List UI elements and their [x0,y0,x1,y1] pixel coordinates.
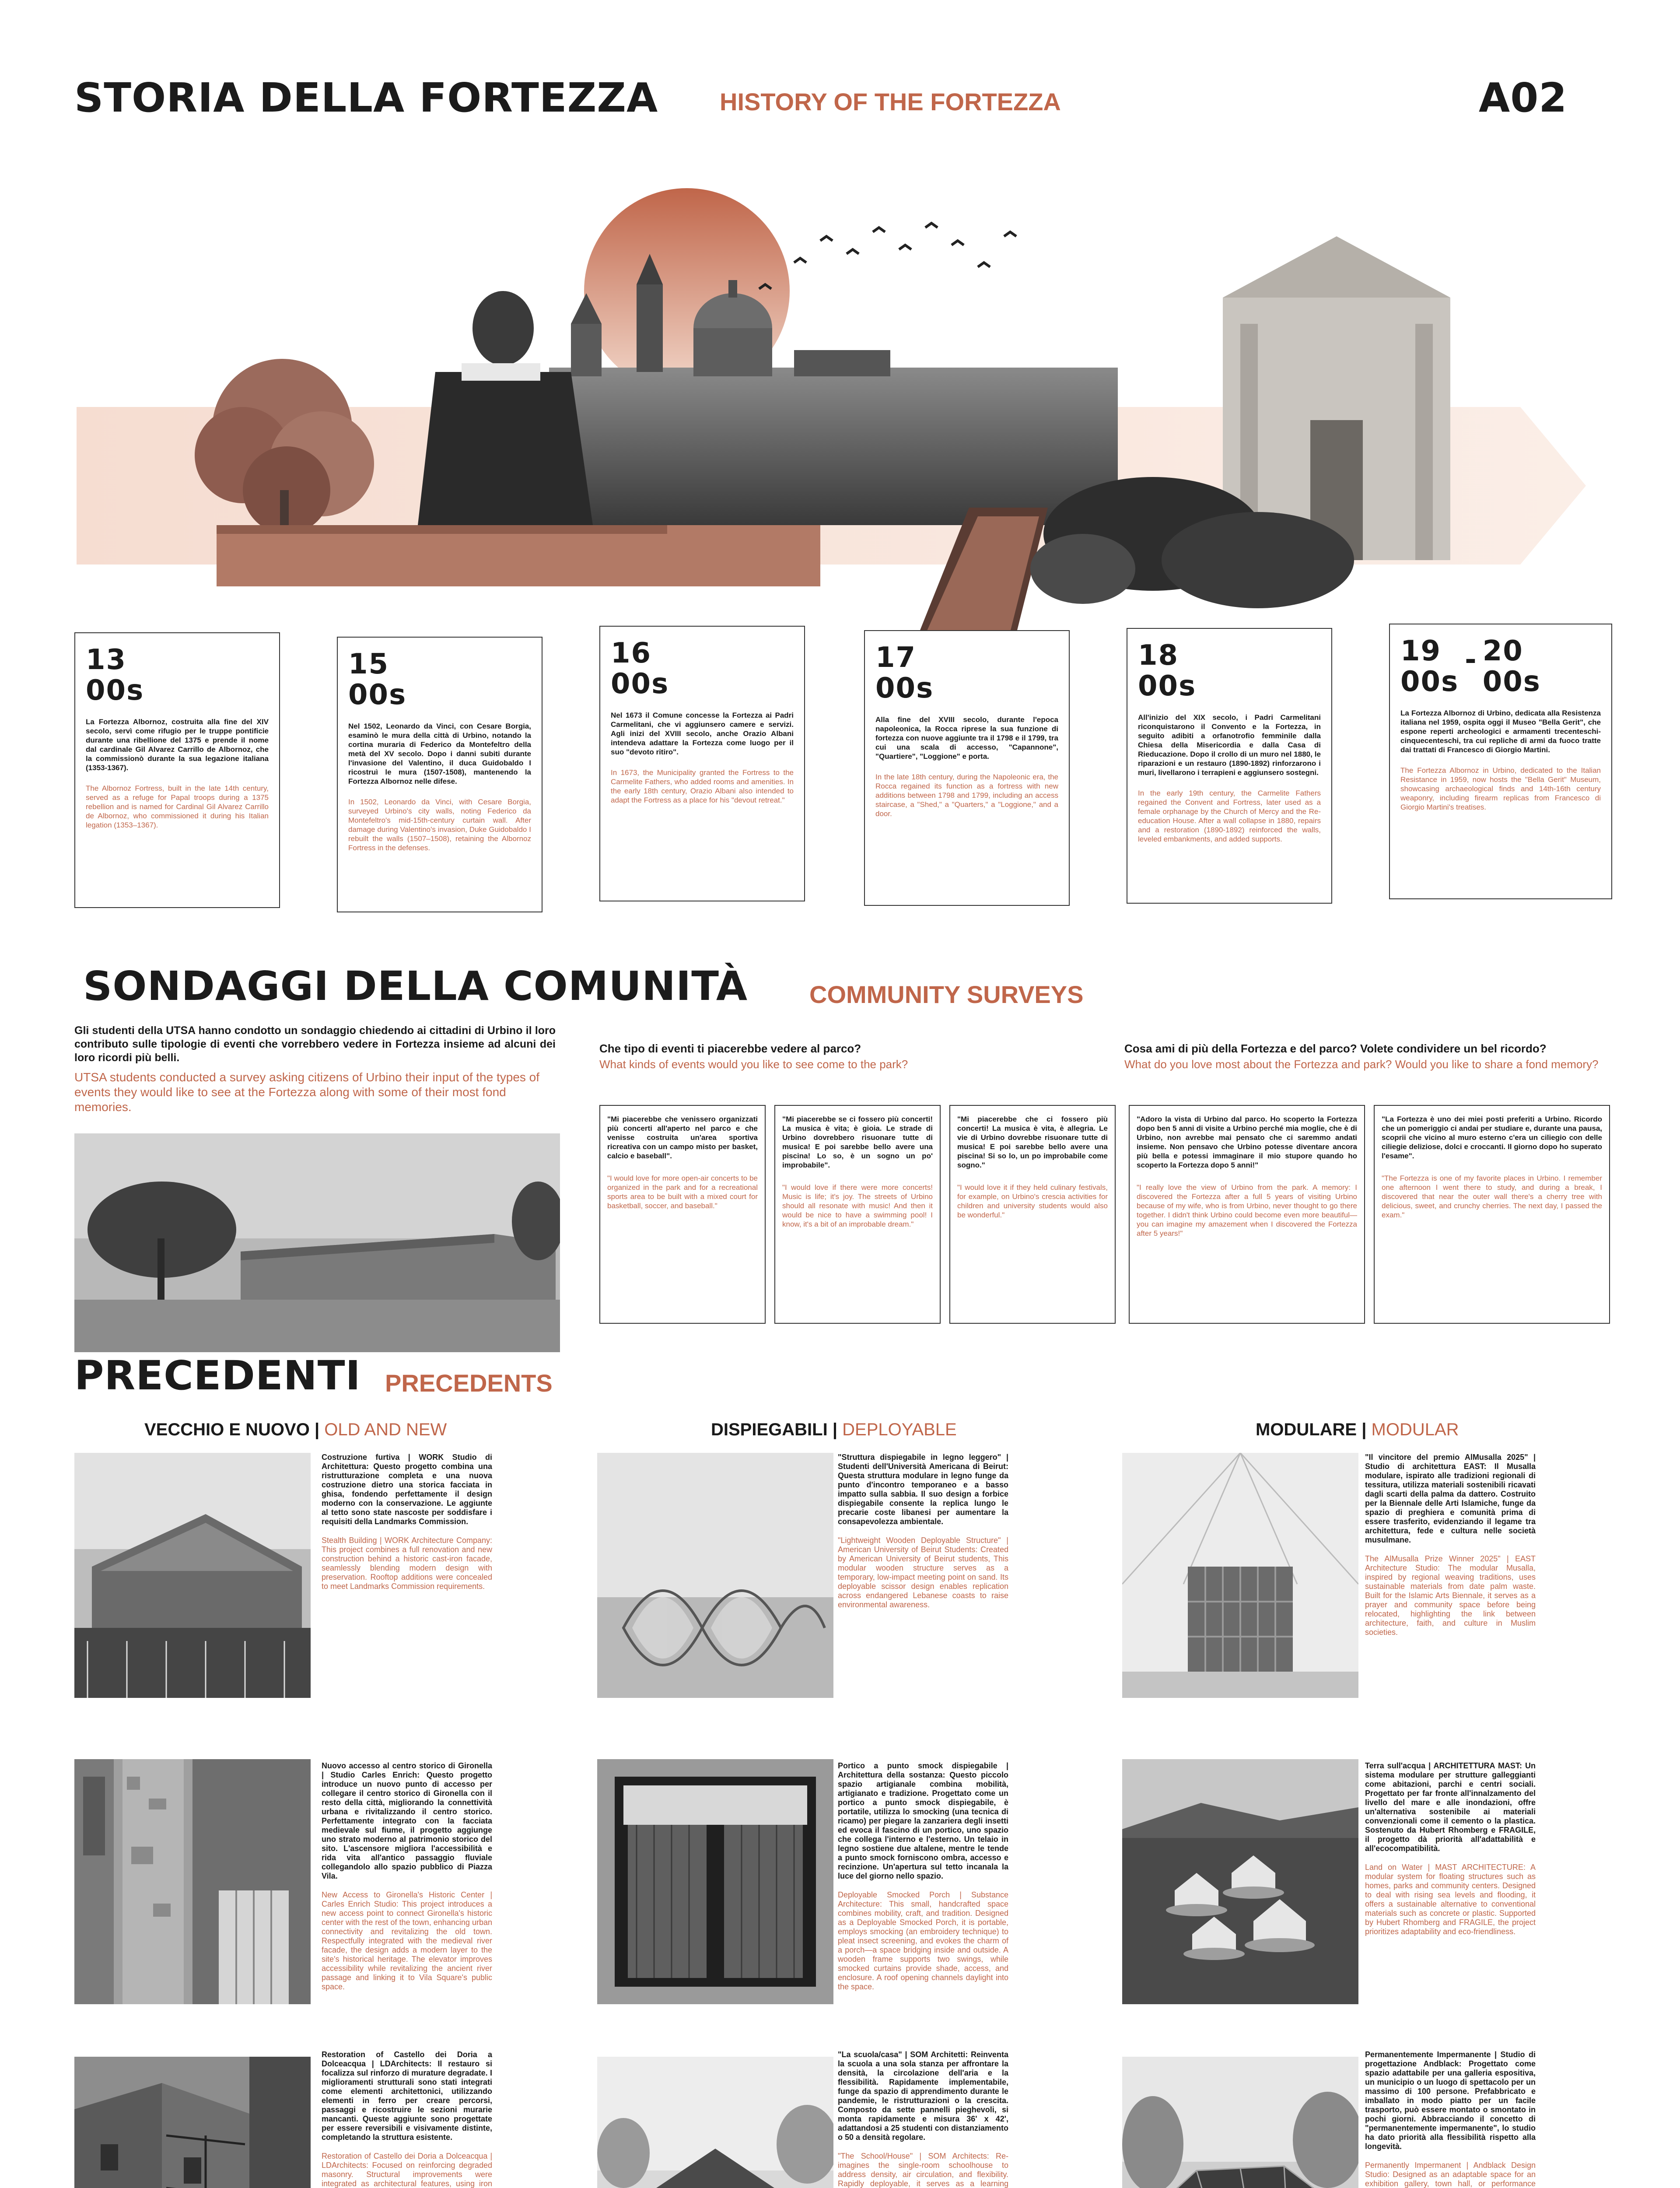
timeline-text-en: In 1502, Leonardo da Vinci, with Cesare Borgia, surveyed Urbino's city walls, noting Federico da Montefeltro's mid-15th-century curtain wall. After damage during Valentino's invasion, Duke Guidobaldo I rebuilt the walls (1507–1508), retaining the Albornoz Fortress in the defenses. [348,798,531,852]
precedent-image-deployable-structure [597,1453,833,1698]
precedent-text-en: Stealth Building | WORK Architecture Company: This project combines a full renovation and new construction behind a historic cast-iron facade, seamlessly blending modern design with preservation. Rooftop additions were concealed to meet Landmarks Commission requirements. [322,1536,492,1591]
precedent-school-house [838,2050,1008,2188]
category-deployable: DISPIEGABILI | DEPLOYABLE [711,1420,957,1439]
timeline-card-1900s-2000s [1389,624,1612,899]
timeline-text-en: The Fortezza Albornoz in Urbino, dedicated to the Italian Resistance in 1959, now hosts the "Bella Gerit" Museum, showcasing archaeological finds and 14th-16th century weaponry, including firearm replicas from Francesco di Giorgio Martini's treatises. [1400,766,1601,811]
question-memories-it: Cosa ami di più della Fortezza e del parco? Volete condividere un bel ricordo? [1124,1042,1547,1055]
precedent-text-en: "Lightweight Wooden Deployable Structure" | American University of Beirut Students: Created by American University of Beirut students, This modular wooden structure serves as a temporary, low-impact meeting point on sand. Its deployable scissor design enables replication across endangered Lebanese coasts to raise environmental awareness. [838,1536,1008,1609]
timeline-text-it: Alla fine del XVIII secolo, durante l'epoca napoleonica, la Rocca riprese la sua funzione di fortezza con nuove aggiunte tra il 1798 e il 1799, tra cui una scala di accesso, "Capannone", "Quartiere", "Loggione" e porta. [875,715,1058,761]
precedent-text-it: Portico a punto smock dispiegabile | Architettura della sostanza: Questo piccolo spazio artigianale combina mobilità, artigianato e tradizione. Progettato come un portico a punto smock dispiegabile, è portatile, utilizza lo smocking (una tecnica di ricamo) per piegare la zanzariera degli insetti ed evoca il fascino di un portico, uno spazio che collega l'interno e l'esterno. Un telaio in legno sostiene due altalene, mentre le tende a punto smock forniscono ombra, accesso e recinzione. Un'apertura sul tetto incanala la luce del giorno nello spazio. [838,1761,1008,1880]
survey-answer-3 [949,1105,1116,1324]
precedent-text-it: Costruzione furtiva | WORK Studio di Architettura: Questo progetto combina una ristrutturazione completa e una nuova costruzione dietro una storica facciata in ghisa, fondendo perfettamente il design moderno con la conservazione. Le aggiunte al tetto sono state nascoste per soddisfare i requisiti della Landmarks Commission. [322,1453,492,1526]
timeline-year: 17 00s [875,642,934,705]
precedent-land-on-water [1365,1761,1536,1936]
birds-illustration [759,223,1016,289]
category-label-en: DEPLOYABLE [842,1420,957,1439]
sheet-code: A02 [1479,74,1568,121]
precedent-text-en: "The School/House" | SOM Architects: Re-imagines the single-room schoolhouse to address density, air circulation, and flexibility. Rapidly deployable, it serves as a learning [838,2152,1008,2188]
timeline-card-1300s [74,632,280,908]
answer-en: "I would love for more open-air concerts to be organized in the park and for a recreational sports area to be built with a mixed court for basketball, soccer, and baseball." [607,1174,758,1210]
fortress-photo [74,1133,560,1352]
precedent-text-it: Nuovo accesso al centro storico di Gironella | Studio Carles Enrich: Questo progetto introduce un nuovo punto di accesso per collegare il centro storico di Gironella con il resto della città, migliorando la connettività urbana e rivitalizzando il centro storico. Perfettamente integrato con la facciata medievale sul fiume, il progetto aggiunge uno strato moderno al patrimonio storico del sito. L'ascensore migliora l'accessibilità e rida vita all'antico passaggio fluviale collegandolo allo spazio pubblico di Piazza Vila. [322,1761,492,1880]
surveys-intro-en: UTSA students conducted a survey asking citizens of Urbino their input of the types of events they would like to see at the Fortezza along with some of their most fond memories. [74,1070,540,1114]
timeline-text-it: Nel 1502, Leonardo da Vinci, con Cesare Borgia, esaminò le mura della città di Urbino, notando la cortina muraria di Federico da Montefeltro della metà del XV secolo. Dopo i danni subiti durante l'invasione del Valentino, il duca Guidobaldo I ricostruì le mura (1507-1508), mantenendo la Fortezza Albornoz nelle difese. [348,722,531,785]
precedent-text-en: New Access to Gironella's Historic Center | Carles Enrich Studio: This project introduces a new access point to connect Gironella's historic center with the rest of the town, enhancing urban connectivity and revitalizing the old town. Respectfully integrated with the medieval river facade, the design adds a modern layer to the site's historical heritage. The elevator improves accessibility while revitalizing the ancient river passage and linking it to Vila Square's public space. [322,1890,492,1991]
church-facade [1223,236,1450,560]
precedent-text-en: The AlMusalla Prize Winner 2025" | EAST Architecture Studio: The modular Musalla, inspired by regional weaving traditions, uses sustainable materials from date palm waste. Built for the Islamic Arts Biennale, it serves as a prayer and community space before being relocated, highlighting the link between architecture, faith, and culture in Muslim societies. [1365,1554,1536,1637]
surveys-title: SONDAGGI DELLA COMUNITÀ [83,963,748,1010]
precedents-title: PRECEDENTI [74,1352,361,1399]
timeline-card-1500s [337,637,542,912]
precedent-text-it: Permanentemente Impermanente | Studio di progettazione Andblack: Progettato come spazio adattabile per una galleria espositiva, un municipio o un luogo di spettacolo per un massimo di 100 persone. Prefabbricato e imballato in modo piatto per un facile trasporto, può essere montato o smontato in pochi giorni. Abbracciando il concetto di "permanentemente impermanente", lo studio ha dato priorità alla flessibilità rispetto alla longevità. [1365,2050,1536,2151]
answer-it: "Adoro la vista di Urbino dal parco. Ho scoperto la Fortezza dopo ben 5 anni di visite a Urbino perché mia moglie, che è di Urbino, non avrebbe mai pensato che ci saremmo andati insieme. Non pensavo che Urbino potesse diventare ancora più bella e potessi immaginare il mio stupore quando ho scoperto la Fortezza dopo 5 anni!" [1137,1115,1357,1169]
timeline-card-1800s [1127,628,1332,904]
timeline-card-1600s [599,626,805,901]
timeline-year: 15 00s [348,648,407,711]
precedent-stealth-building [322,1453,492,1591]
answer-en: "I really love the view of Urbino from the park. A memory: I discovered the Fortezza after a full 5 years of visiting Urbino because of my wife, who is from Urbino, never thought to go there together. I didn't think Urbino could become even more beautiful—you can imagine my amazement when I discovered the Fortezza after 5 years!" [1137,1183,1357,1238]
precedent-image-school-house [597,2057,833,2188]
timeline-year: 13 00s [86,644,144,707]
survey-answer-5 [1374,1105,1610,1324]
precedent-text-it: "Il vincitore del premio AlMusalla 2025" | Studio di architettura EAST: Il Musalla modulare, ispirato alle tradizioni regionali di tessitura, utilizza materiali sostenibili ricavati dagli scarti della palma da dattero. Costruito per la Biennale delle Arti Islamiche, funge da spazio di preghiera e comunità prima di essere trasferito, evidenziando il legame tra architettura, fede e cultura nelle società musulmane. [1365,1453,1536,1544]
precedent-image-musalla [1122,1453,1358,1698]
precedent-text-it: Restoration of Castello dei Doria a Dolceacqua | LDArchitects: Il restauro si focalizza sul rinforzo di murature degradate. I miglioramenti strutturali sono stati integrati come elementi architettonici, utilizzando elementi in ferro per creare percorsi, passaggi e ricostruire le sezioni murarie mancanti. Queste aggiunte sono progettate per essere reversibili e visivamente distinte, completando la struttura esistente. [322,2050,492,2142]
precedent-text-en: Permanently Impermanent | Andblack Design Studio: Designed as an adaptable space for an exhibition gallery, town hall, or performance [1365,2161,1536,2188]
page-title: STORIA DELLA FORTEZZA [74,74,658,121]
precedent-image-smocked-porch [597,1759,833,2004]
answer-it: "La Fortezza è uno dei miei posti preferiti a Urbino. Ricordo che un pomeriggio ci andai per studiare e, durante una pausa, scoprii che vicino al muro esterno c'era un ciliegio con delle ciliegie deliziose, dolci e croccanti. Il giorno dopo ho superato l'esame". [1382,1115,1602,1160]
survey-answer-2 [774,1105,941,1324]
category-modular: MODULARE | MODULAR [1256,1420,1459,1439]
surveys-title-english: COMMUNITY SURVEYS [809,981,1084,1008]
precedent-text-it: "Struttura dispiegabile in legno leggero" | Studenti dell'Università Americana di Beirut: Questa struttura modulare in legno funge da punto d'incontro temporaneo e a basso impatto sulla sabbia. Il suo design a forbice dispiegabile consente la replica lungo le precarie coste libanesi per aumentare la consapevolezza ambientale. [838,1453,1008,1526]
precedent-image-gironella-access [74,1759,311,2004]
surveys-intro-it: Gli studenti della UTSA hanno condotto un sondaggio chiedendo ai cittadini di Urbino il loro contributo sulle tipologie di eventi che vorrebbero vedere in Fortezza insieme ad alcuni dei loro ricordi più belli. [74,1024,556,1064]
surveys-intro [74,1024,556,1115]
answer-it: "Mi piacerebbe che venissero organizzati più concerti all'aperto nel parco e che venisse costruita un'area sportiva ricreativa con un campo misto per basket, calcio e baseball". [607,1115,758,1160]
question-events-it: Che tipo di eventi ti piacerebbe vedere al parco? [599,1042,861,1055]
timeline-text-en: In 1673, the Municipality granted the Fortress to the Carmelite Fathers, who added rooms and amenities. In the early 18th century, Orazio Albani also intended to adapt the Fortress as a place for his "devout retreat." [611,768,794,804]
timeline-text-it: All'inizio del XIX secolo, i Padri Carmelitani riconquistarono il Convento e la Fortezza, in seguito adibiti a orfanotrofio femminile dalla Chiesa della Misericordia e dalla Casa di Rieducazione. Dopo il crollo di un muro nel 1880, le riparazioni e un restauro (1890-1892) rinforzarono i muri, livellarono i terrapieni e aggiunsero sostegni. [1138,713,1321,777]
precedents-title-english: PRECEDENTS [385,1369,553,1397]
survey-question-events [599,1041,1037,1071]
answer-en: "I would love it if they held culinary festivals, for example, on Urbino's crescia activities for children and university students would also be wonderful." [957,1183,1108,1219]
precedent-image-castello-doria [74,2057,311,2188]
page-title-english: HISTORY OF THE FORTEZZA [720,88,1061,116]
precedent-image-permanently-impermanent [1122,2057,1358,2188]
precedent-text-en: Land on Water | MAST ARCHITECTURE: A modular system for floating structures such as homes, parks and community centers. Designed to deal with rising sea levels and flooding, it offers a sustainable alternative to conventional materials such as concrete or plastic. Supported by Hubert Rhomberg and FRAGILE, the project prioritizes adaptability and eco-friendliness. [1365,1863,1536,1936]
survey-answer-4 [1129,1105,1365,1324]
timeline-text-it: La Fortezza Albornoz di Urbino, dedicata alla Resistenza italiana nel 1959, ospita oggi il Museo "Bella Gerit", che espone reperti archeologici e armamenti trecenteschi-cinquecenteschi, tra cui repliche di armi da fuoco tratte dai trattati di Francesco di Giorgio Martini. [1400,709,1601,754]
answer-en: "I would love if there were more concerts! Music is life; it's joy. The streets of Urbino should all resonate with music! And then it would be nice to have a swimming pool! I know, it's a bit of an improbable dream." [782,1183,933,1228]
category-label-en: MODULAR [1371,1420,1459,1439]
precedent-castello-doria [322,2050,492,2188]
precedent-musalla [1365,1453,1536,1637]
category-label-it: VECCHIO E NUOVO [144,1420,310,1439]
category-label-en: OLD AND NEW [324,1420,447,1439]
timeline-text-en: In the early 19th century, the Carmelite Fathers regained the Convent and Fortress, later used as a female orphanage by the Church of Mercy and the Re-education House. After a wall collapse in 1880, repairs and a restoration (1890-1892) reinforced the walls, leveled embankments, and added supports. [1138,789,1321,843]
timeline-year-start: 19 00s [1400,635,1459,698]
precedent-text-it: Terra sull'acqua | ARCHITETTURA MAST: Un sistema modulare per strutture galleggianti come abitazioni, parchi e centri sociali. Progettato per far fronte all'innalzamento del livello del mare e alle inondazioni, offre un'alternativa sostenibile ai materiali convenzionali come il cemento o la plastica. Sostenuto da Hubert Rhomberg e FRAGILE, il progetto dà priorità all'adattabilità e all'ecocompatibilità. [1365,1761,1536,1853]
precedent-text-en: Deployable Smocked Porch | Substance Architecture: This small, handcrafted space combines mobility, craft, and tradition. Designed as a Deployable Smocked Porch, it is portable, employs smocking (an embroidery technique) to pleat insect screening, and evokes the charm of a porch—a space bridging inside and outside. A wooden frame supports two swings, while smocked curtains provide shade, access, and enclosure. A roof opening channels daylight into the space. [838,1890,1008,1991]
category-label-it: DISPIEGABILI [711,1420,828,1439]
answer-en: "The Fortezza is one of my favorite places in Urbino. I remember one afternoon I went there to study, and during a break, I discovered that near the outer wall there's a cherry tree with delicious, sweet, and crunchy cherries. The next day, I passed the exam." [1382,1174,1602,1219]
precedent-image-stealth-building [74,1453,311,1698]
answer-it: "Mi piacerebbe che ci fossero più concerti! La musica è vita, è allegria. Le vie di Urbino dovrebbe risuonare tutte di musica! E poi sarebbe bello avere una piscina! Si so lo, un po improbabile come sogno." [957,1115,1108,1169]
timeline-text-en: The Albornoz Fortress, built in the late 14th century, served as a refuge for Papal troops during a 1375 rebellion and is named for Cardinal Gil Alvarez Carrillo de Albornoz, who commissioned it during his Italian legation (1353–1367). [86,784,269,829]
precedent-text-en: Restoration of Castello dei Doria a Dolceacqua | LDArchitects: Focused on reinforcing degraded masonry. Structural improvements were integrated as architectural features, using iron [322,2152,492,2188]
precedent-permanently-impermanent [1365,2050,1536,2188]
timeline-text-en: In the late 18th century, during the Napoleonic era, the Rocca regained its function as a fortress with new additions between 1798 and 1799, including an access staircase, a "Shed," a "Quarters," a "Loggione," and a door. [875,773,1058,818]
collage-illustration [77,184,1608,683]
precedent-text-it: "La scuola/casa" | SOM Architetti: Reinventa la scuola a una sola stanza per affrontare la densità, la circolazione dell'aria e la flessibilità. Rapidamente implementabile, funge da spazio di apprendimento durante le pandemie, le ristrutturazioni o la crescita. Composto da sette pannelli pieghevoli, si monta rapidamente e misura 36' x 42', adattandosi a 25 studenti con distanziamento o 50 a densità regolare. [838,2050,1008,2142]
answer-it: "Mi piacerebbe se ci fossero più concerti! La musica è vita; è gioia. Le strade di Urbino dovrebbero risuonare tutte di musica! E poi sarebbe bello avere una piscina! Lo so, è un sogno un po' improbabile". [782,1115,933,1169]
survey-question-memories [1124,1041,1614,1071]
timeline-text-it: Nel 1673 il Comune concesse la Fortezza ai Padri Carmelitani, che vi aggiunsero camere e servizi. Agli inizi del XVIII secolo, anche Orazio Albani intendeva adattare la Fortezza come luogo per il suo "devoto ritiro". [611,711,794,756]
category-old-and-new: VECCHIO E NUOVO | OLD AND NEW [144,1420,447,1439]
timeline-text-it: La Fortezza Albornoz, costruita alla fine del XIV secolo, servì come rifugio per le truppe pontificie durante una ribellione del 1375 e prende il nome dal cardinale Gil Alvarez Carrillo de Albornoz, che la commissionò durante la sua legazione italiana (1353-1367). [86,718,269,772]
precedent-deployable-structure [838,1453,1008,1609]
timeline-year: 18 00s [1138,639,1197,702]
question-events-en: What kinds of events would you like to see come to the park? [599,1058,908,1071]
portrait-figure [418,291,593,525]
year-dash: - [1465,644,1477,676]
survey-answer-1 [599,1105,766,1324]
category-label-it: MODULARE [1256,1420,1357,1439]
precedent-smocked-porch [838,1761,1008,1992]
question-memories-en: What do you love most about the Fortezza and park? Would you like to share a fond memory? [1124,1058,1599,1071]
timeline-year-end: 20 00s [1482,635,1541,698]
history-collage [77,184,1608,683]
precedent-image-land-on-water [1122,1759,1358,2004]
timeline-card-1700s [864,630,1070,906]
timeline-year: 16 00s [611,637,669,700]
precedent-gironella-access [322,1761,492,1992]
